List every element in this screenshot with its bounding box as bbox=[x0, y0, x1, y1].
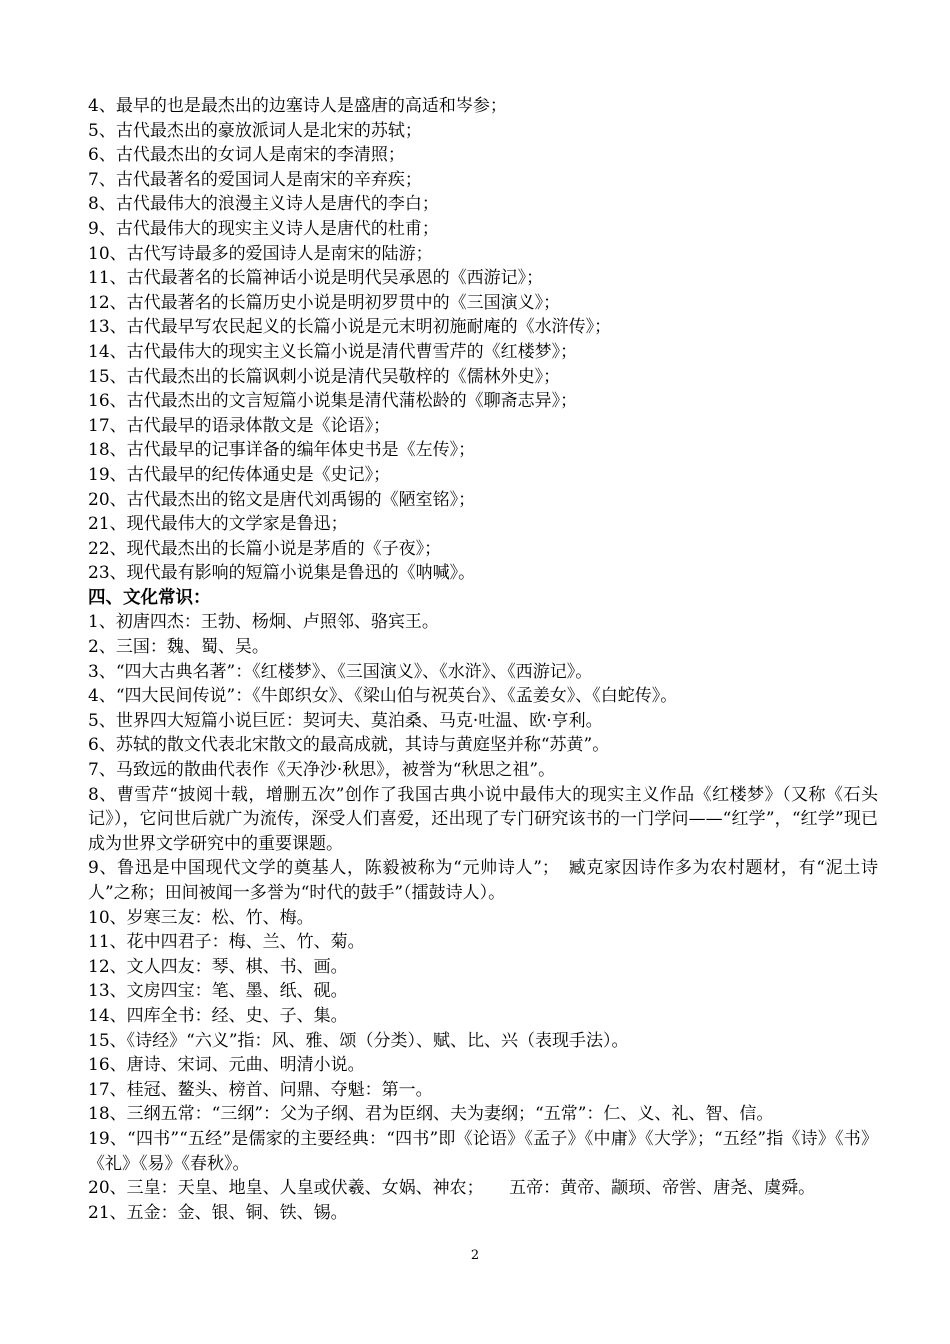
list-item: 19、“四书”“五经”是儒家的主要经典：“四书”即《论语》《孟子》《中庸》《大学》；“五经”指《诗》《书》《礼》《易》《春秋》。 bbox=[88, 1128, 878, 1174]
list-item: 11、花中四君子：梅、兰、竹、菊。 bbox=[88, 932, 365, 953]
list-item: 13、古代最早写农民起义的长篇小说是元末明初施耐庵的《水浒传》； bbox=[88, 317, 612, 338]
list-item: 15、古代最杰出的长篇讽刺小说是清代吴敬梓的《儒林外史》； bbox=[88, 366, 561, 387]
list-item: 11、古代最著名的长篇神话小说是明代吴承恩的《西游记》； bbox=[88, 268, 544, 289]
list-item: 10、岁寒三友：松、竹、梅。 bbox=[88, 907, 314, 928]
list-item: 22、现代最杰出的长篇小说是茅盾的《子夜》； bbox=[88, 538, 442, 559]
list-item: 5、世界四大短篇小说巨匠：契诃夫、莫泊桑、马克·吐温、欧·亨利。 bbox=[88, 710, 603, 731]
page-number: 2 bbox=[470, 1248, 480, 1263]
list-item: 9、古代最伟大的现实主义诗人是唐代的杜甫； bbox=[88, 218, 439, 239]
list-item: 17、古代最早的语录体散文是《论语》； bbox=[88, 415, 391, 436]
section-heading: 四、文化常识： bbox=[88, 587, 211, 608]
list-item: 7、马致远的散曲代表作《天净沙·秋思》，被誉为“秋思之祖”。 bbox=[88, 760, 556, 781]
list-item: 5、古代最杰出的豪放派词人是北宋的苏轼； bbox=[88, 120, 422, 141]
list-item: 10、古代写诗最多的爱国诗人是南宋的陆游； bbox=[88, 243, 433, 264]
list-item: 7、古代最著名的爱国词人是南宋的辛弃疾； bbox=[88, 169, 422, 190]
list-item: 13、文房四宝：笔、墨、纸、砚。 bbox=[88, 981, 348, 1002]
list-item: 3、“四大古典名著”：《红楼梦》、《三国演义》、《水浒》、《西游记》。 bbox=[88, 661, 593, 682]
list-item: 4、“四大民间传说”：《牛郎织女》、《梁山伯与祝英台》、《孟姜女》、《白蛇传》。 bbox=[88, 686, 678, 707]
list-item: 8、曹雪芹“披阅十载，增删五次”创作了我国古典小说中最伟大的现实主义作品《红楼梦》（又称《石头记》），它问世后就广为流传，深受人们喜爱，还出现了专门研究该书的一门学问——“红学”，“红学”现已成为世界文学研究中的重要课题。 bbox=[88, 784, 878, 854]
list-item: 12、古代最著名的长篇历史小说是明初罗贯中的《三国演义》； bbox=[88, 292, 561, 313]
list-item: 1、初唐四杰：王勃、杨炯、卢照邻、骆宾王。 bbox=[88, 612, 439, 633]
list-item: 18、三纲五常：“三纲”：父为子纲、君为臣纲、夫为妻纲；“五常”：仁、义、礼、智、信。 bbox=[88, 1104, 774, 1125]
list-item: 20、三皇：天皇、地皇、人皇或伏羲、女娲、神农； 五帝：黄帝、颛顼、帝喾、唐尧、虞舜。 bbox=[88, 1178, 816, 1199]
list-item: 9、鲁迅是中国现代文学的奠基人，陈毅被称为“元帅诗人”； 臧克家因诗作多为农村题材，有“泥土诗人”之称；田间被闻一多誉为“时代的鼓手”（擂鼓诗人）。 bbox=[88, 858, 878, 903]
list-item: 19、古代最早的纪传体通史是《史记》； bbox=[88, 464, 391, 485]
list-item: 2、三国：魏、蜀、吴。 bbox=[88, 637, 269, 658]
list-item: 17、桂冠、鳌头、榜首、问鼎、夺魁：第一。 bbox=[88, 1079, 433, 1100]
section-four-list bbox=[88, 610, 878, 1225]
list-item: 21、五金：金、银、铜、铁、锡。 bbox=[88, 1202, 348, 1223]
list-item: 15、《诗经》“六义”指：风、雅、颂（分类）、赋、比、兴（表现手法）。 bbox=[88, 1030, 629, 1051]
list-item: 16、古代最杰出的文言短篇小说集是清代蒲松龄的《聊斋志异》； bbox=[88, 391, 578, 412]
list-item: 14、四库全书：经、史、子、集。 bbox=[88, 1005, 348, 1026]
list-item: 18、古代最早的记事详备的编年体史书是《左传》； bbox=[88, 440, 476, 461]
list-item: 16、唐诗、宋词、元曲、明清小说。 bbox=[88, 1055, 365, 1076]
document-body bbox=[88, 94, 878, 1225]
list-item: 8、古代最伟大的浪漫主义诗人是唐代的李白； bbox=[88, 194, 439, 215]
list-item: 14、古代最伟大的现实主义长篇小说是清代曹雪芹的《红楼梦》； bbox=[88, 341, 578, 362]
list-item: 12、文人四友：琴、棋、书、画。 bbox=[88, 956, 348, 977]
list-item: 6、苏轼的散文代表北宋散文的最高成就，其诗与黄庭坚并称“苏黄”。 bbox=[88, 735, 610, 756]
list-item: 23、现代最有影响的短篇小说集是鲁迅的《呐喊》。 bbox=[88, 563, 476, 584]
list-item: 6、古代最杰出的女词人是南宋的李清照； bbox=[88, 145, 405, 166]
section-three-list bbox=[88, 94, 878, 586]
list-item: 21、现代最伟大的文学家是鲁迅； bbox=[88, 514, 348, 535]
list-item: 20、古代最杰出的铭文是唐代刘禹锡的《陋室铭》； bbox=[88, 489, 476, 510]
list-item: 4、最早的也是最杰出的边塞诗人是盛唐的高适和岑参； bbox=[88, 96, 507, 116]
